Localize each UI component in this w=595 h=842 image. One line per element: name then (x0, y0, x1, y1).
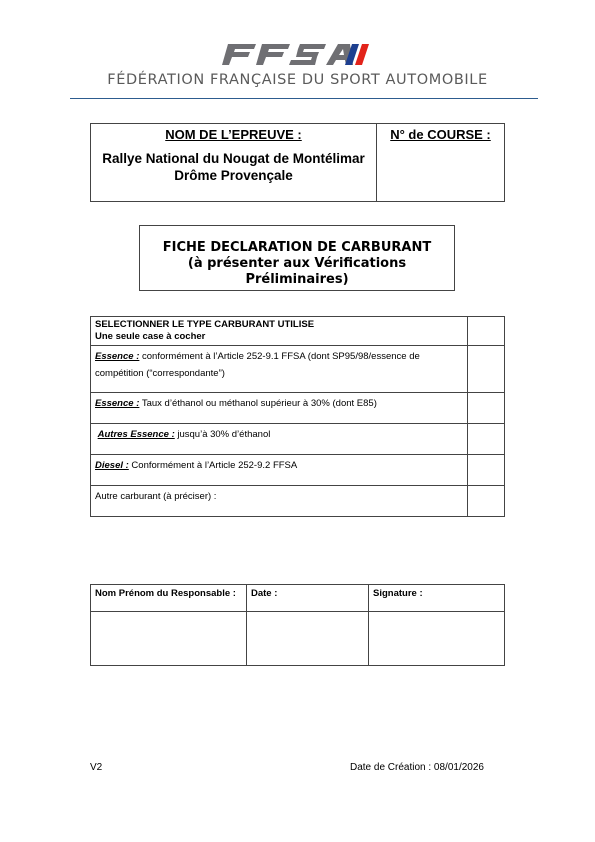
fuel-option-essence: Essence : conformément à l’Article 252-9.1 FFSA (dont SP95/98/essence de compétition (“correspondante”) (91, 346, 468, 393)
fuel-checkbox-autre[interactable] (468, 486, 505, 517)
ffsa-logo (222, 44, 372, 66)
fuel-checkbox-diesel[interactable] (468, 455, 505, 486)
course-number-cell[interactable] (377, 124, 505, 202)
fuel-checkbox-essence[interactable] (468, 346, 505, 393)
event-name-cell[interactable] (91, 124, 377, 202)
fuel-option-row (91, 393, 505, 424)
responsable-label: Nom Prénom du Responsable : (91, 585, 247, 612)
event-name-line1: Rallye National du Nougat de Montélimar (102, 151, 365, 166)
fuel-checkbox-essence-e85[interactable] (468, 393, 505, 424)
footer-version: V2 (90, 762, 103, 773)
form-subtitle-line1: (à présenter aux Vérifications (187, 256, 407, 271)
event-info-table (90, 123, 505, 202)
fuel-checkbox-autres-essence[interactable] (468, 424, 505, 455)
fuel-option-essence-e85: Essence : Taux d’éthanol ou méthanol supérieur à 30% (dont E85) (91, 393, 468, 424)
event-name-label: NOM DE L’EPREUVE : (165, 127, 302, 142)
form-title-box (139, 225, 455, 291)
fuel-header-subtitle: Une seule case à cocher (95, 331, 206, 342)
header-divider (70, 98, 538, 99)
fuel-header-checkbox-cell (468, 317, 505, 346)
organization-name: FÉDÉRATION FRANÇAISE DU SPORT AUTOMOBILE (107, 72, 488, 88)
form-subtitle-line2: Préliminaires) (245, 272, 349, 287)
fuel-header-title: SELECTIONNER LE TYPE CARBURANT UTILISE (95, 319, 315, 330)
fuel-option-autre[interactable]: Autre carburant (à préciser) : (91, 486, 468, 517)
fuel-option-row (91, 424, 505, 455)
signature-label: Signature : (369, 585, 505, 612)
fuel-option-autres-essence: Autres Essence : jusqu’à 30% d’éthanol (91, 424, 468, 455)
signature-field[interactable] (369, 612, 505, 666)
footer-creation-date: Date de Création : 08/01/2026 (350, 762, 484, 773)
fuel-option-row (91, 486, 505, 517)
date-label: Date : (247, 585, 369, 612)
responsable-field[interactable] (91, 612, 247, 666)
fuel-type-table (90, 316, 505, 517)
event-name-line2: Drôme Provençale (174, 168, 293, 183)
course-number-label: N° de COURSE : (390, 127, 491, 142)
fuel-option-row (91, 346, 505, 393)
fuel-table-header (91, 317, 468, 346)
date-field[interactable] (247, 612, 369, 666)
form-title: FICHE DECLARATION DE CARBURANT (162, 240, 432, 255)
fuel-option-row (91, 455, 505, 486)
signature-table (90, 584, 505, 666)
fuel-option-diesel: Diesel : Conformément à l’Article 252-9.2 FFSA (91, 455, 468, 486)
